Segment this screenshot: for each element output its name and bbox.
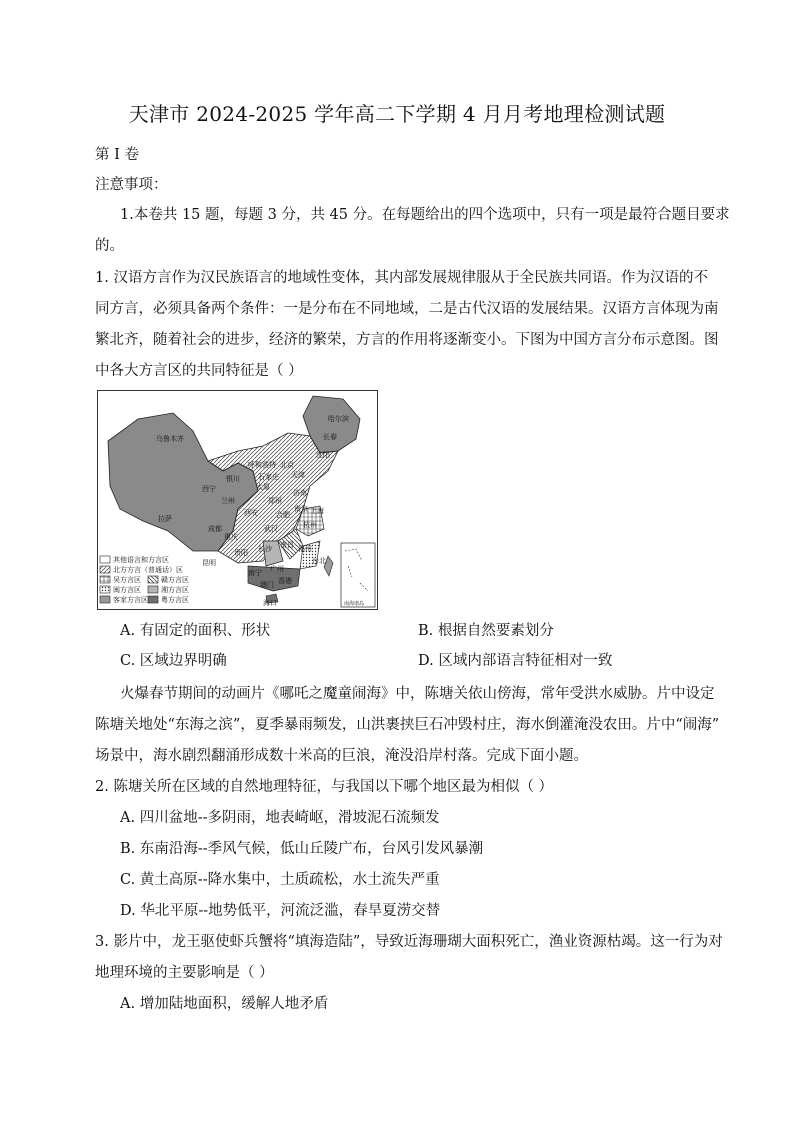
- svg-text:海口: 海口: [263, 599, 277, 607]
- question-2-stem: 2. 陈塘关所在区域的自然地理特征，与我国以下哪个地区最为相似（ ）: [95, 779, 554, 795]
- notice-text-cont: 的。: [95, 238, 124, 254]
- svg-text:北京: 北京: [280, 461, 294, 469]
- question-3-stem: 3. 影片中，龙王驱使虾兵蟹将“填海造陆”，导致近海珊瑚大面积死亡，渔业资源枯竭。这一行为对: [95, 934, 723, 950]
- svg-text:沈阳: 沈阳: [316, 451, 330, 459]
- svg-text:昆明: 昆明: [202, 559, 216, 567]
- svg-text:呼和浩特: 呼和浩特: [248, 461, 276, 469]
- question-1-stem: 1. 汉语方言作为汉民族语言的地域性变体，其内部发展规律服从于全民族共同语。作为汉语的不: [95, 270, 708, 286]
- svg-text:西安: 西安: [244, 509, 258, 517]
- question-1-stem: 繁北齐，随着社会的进步，经济的繁荣，方言的作用将逐渐变小。下图为中国方言分布示意图。图: [95, 332, 719, 348]
- svg-text:湘方言区: 湘方言区: [161, 586, 189, 594]
- svg-text:重庆: 重庆: [224, 533, 238, 541]
- south-china-sea-inset: [341, 543, 375, 607]
- svg-text:南昌: 南昌: [280, 541, 294, 549]
- q1-option-d[interactable]: D. 区域内部语言特征相对一致: [418, 653, 613, 669]
- svg-text:郑州: 郑州: [268, 497, 282, 505]
- q1-option-b[interactable]: B. 根据自然要素划分: [418, 623, 554, 639]
- q2-option-a[interactable]: A. 四川盆地--多阴雨，地表崎岖，滑坡泥石流频发: [120, 810, 440, 826]
- svg-text:其他语言和方言区: 其他语言和方言区: [113, 556, 169, 564]
- question-1-stem: 中各大方言区的共同特征是（ ）: [95, 363, 303, 379]
- section-label: 第 I 卷: [95, 147, 139, 163]
- svg-text:赣方言区: 赣方言区: [161, 576, 189, 584]
- passage-text: 陈塘关地处“东海之滨”，夏季暴雨频发，山洪裹挟巨石冲毁村庄，海水倒灌淹没农田。片中“闹海”: [95, 717, 720, 733]
- china-dialect-map: [97, 390, 378, 610]
- svg-text:乌鲁木齐: 乌鲁木齐: [156, 435, 184, 443]
- svg-text:南宁: 南宁: [248, 569, 262, 577]
- svg-text:济南: 济南: [293, 489, 307, 497]
- svg-text:闽方言区: 闽方言区: [113, 586, 141, 594]
- passage-text: 场景中，海水剧烈翻涌形成数十米高的巨浪，淹没沿岸村落。完成下面小题。: [95, 748, 588, 764]
- china-dialect-map-graphic: [98, 391, 377, 609]
- svg-text:福州: 福州: [298, 545, 312, 553]
- q2-option-d[interactable]: D. 华北平原--地势低平，河流泛滥，春旱夏涝交替: [120, 903, 441, 919]
- svg-text:北方方言（普通话）区: 北方方言（普通话）区: [113, 566, 183, 574]
- notice-text: 1.本卷共 15 题，每题 3 分，共 45 分。在每题给出的四个选项中，只有一项是最符合题目要求: [120, 207, 730, 223]
- page-title: 天津市 2024-2025 学年高二下学期 4 月月考地理检测试题: [128, 102, 666, 126]
- svg-text:长春: 长春: [323, 433, 337, 441]
- svg-text:长沙: 长沙: [258, 545, 272, 553]
- svg-text:成都: 成都: [208, 525, 222, 533]
- q2-option-b[interactable]: B. 东南沿海--季风气候，低山丘陵广布，台风引发风暴潮: [120, 841, 484, 857]
- svg-text:石家庄: 石家庄: [258, 473, 279, 481]
- q3-option-a[interactable]: A. 增加陆地面积，缓解人地矛盾: [120, 996, 329, 1012]
- svg-text:客家方言区: 客家方言区: [113, 596, 148, 604]
- svg-text:太原: 太原: [256, 483, 270, 491]
- svg-text:广州: 广州: [270, 565, 284, 573]
- svg-text:澳门: 澳门: [260, 581, 274, 589]
- svg-text:银川: 银川: [226, 475, 240, 483]
- svg-text:兰州: 兰州: [221, 497, 235, 505]
- svg-text:贵阳: 贵阳: [234, 549, 248, 557]
- svg-text:上海: 上海: [310, 507, 324, 515]
- passage-text: 火爆春节期间的动画片《哪吒之魔童闹海》中，陈塘关依山傍海，常年受洪水威胁。片中设定: [120, 686, 715, 702]
- question-1-stem: 同方言，必须具备两个条件：一是分布在不同地域，二是古代汉语的发展结果。汉语方言体现为南: [95, 301, 719, 317]
- q1-option-c[interactable]: C. 区域边界明确: [120, 653, 227, 669]
- svg-text:杭州: 杭州: [303, 521, 317, 529]
- svg-text:西宁: 西宁: [202, 485, 216, 493]
- svg-text:台北: 台北: [312, 557, 326, 565]
- q1-option-a[interactable]: A. 有固定的面积、形状: [120, 623, 271, 639]
- svg-text:武汉: 武汉: [264, 525, 278, 533]
- notice-heading: 注意事项：: [95, 177, 168, 193]
- svg-text:哈尔滨: 哈尔滨: [328, 415, 349, 423]
- svg-text:粤方言区: 粤方言区: [161, 596, 189, 604]
- svg-text:南京: 南京: [294, 505, 308, 513]
- svg-text:拉萨: 拉萨: [158, 515, 172, 523]
- svg-text:合肥: 合肥: [276, 511, 290, 519]
- map-legend: [100, 555, 189, 604]
- svg-text:南海诸岛: 南海诸岛: [344, 601, 365, 607]
- svg-text:香港: 香港: [278, 577, 292, 585]
- question-3-stem: 地理环境的主要影响是（ ）: [95, 965, 274, 981]
- svg-text:吴方言区: 吴方言区: [113, 576, 141, 584]
- q2-option-c[interactable]: C. 黄土高原--降水集中，土质疏松，水土流失严重: [120, 872, 440, 888]
- svg-text:天津: 天津: [291, 471, 305, 479]
